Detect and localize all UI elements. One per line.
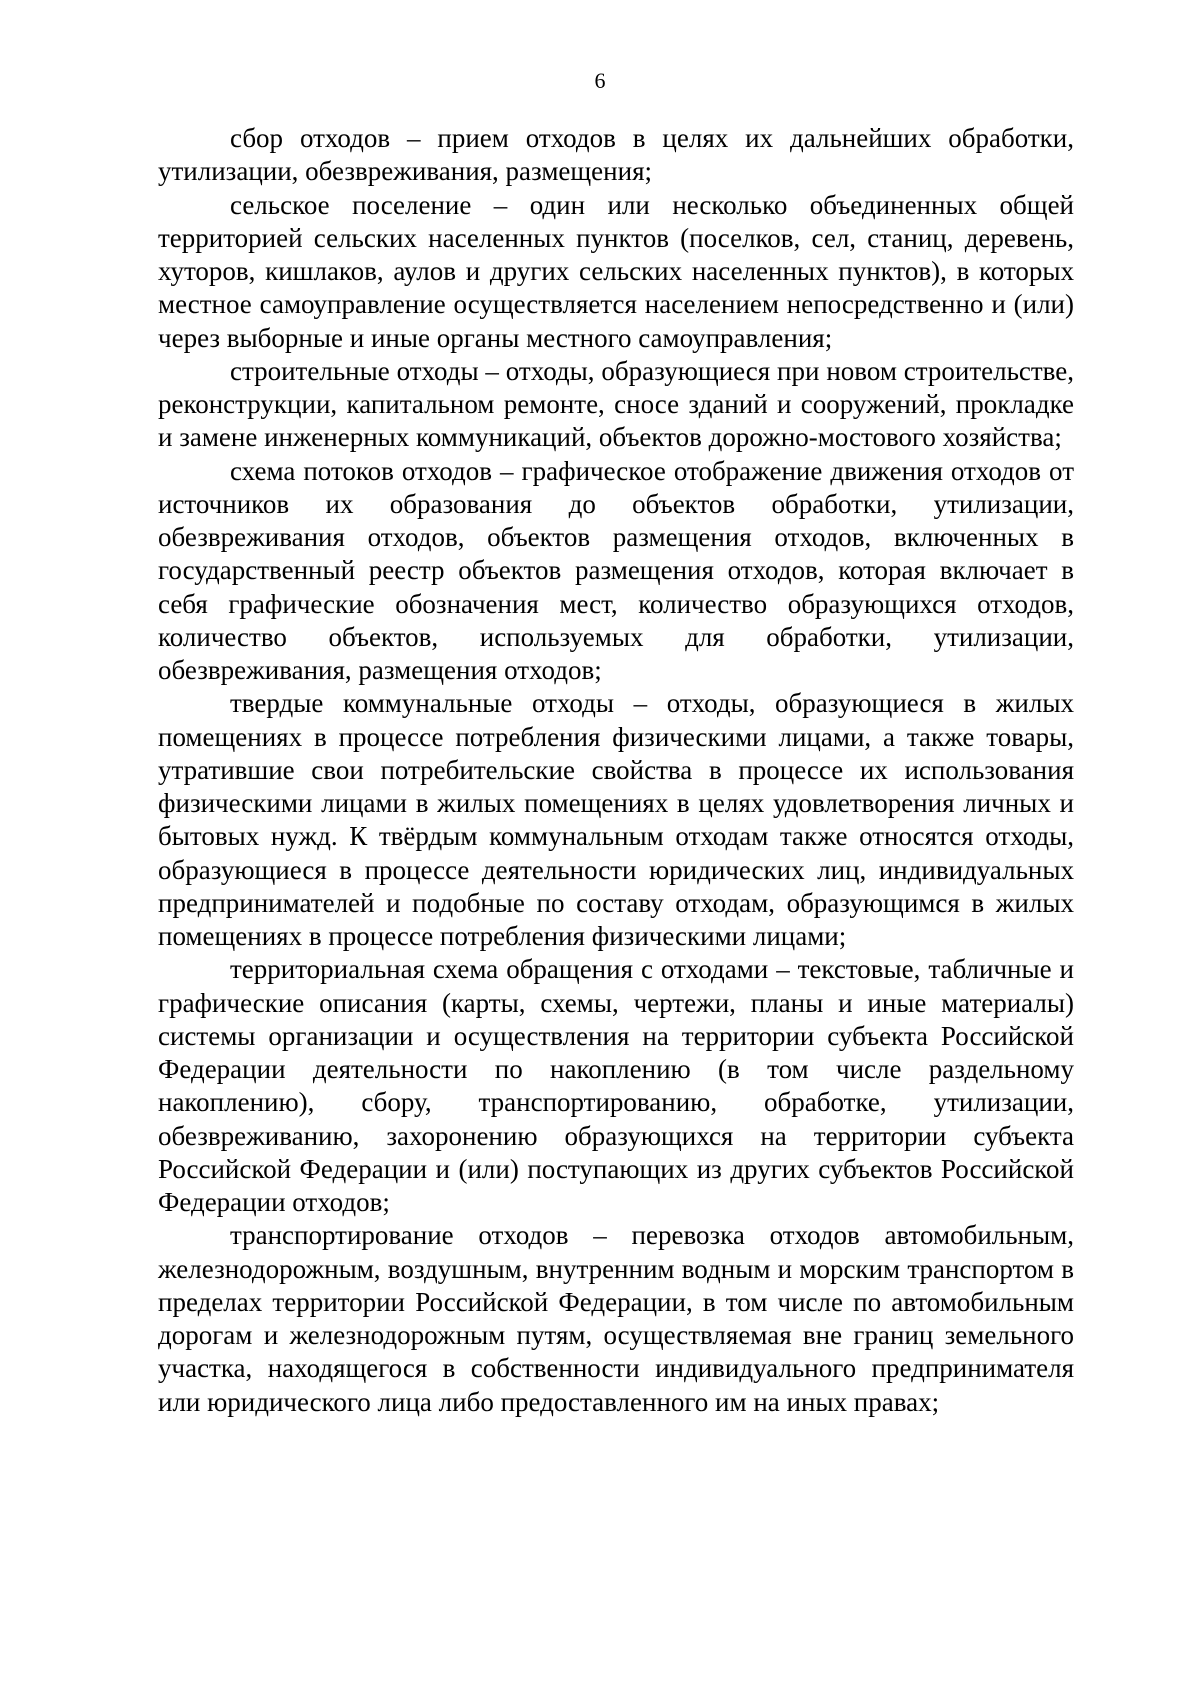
definition-paragraph: строительные отходы – отходы, образующиеся при новом строительстве, реконструкции, капитальном ремонте, сносе зданий и сооружений, прокладке и замене инженерных коммуникаций, объектов дорожно-мостового хозяйства; <box>158 355 1074 453</box>
definition-paragraph: территориальная схема обращения с отходами – текстовые, табличные и графические описания (карты, схемы, чертежи, планы и иные материалы) системы организации и осуществления на территории субъекта Российской Федерации деятельности по накоплению (в том числе раздельному накоплению), сбору, транспортированию, обработке, утилизации, обезвреживанию, захоронению образующихся на территории субъекта Российской Федерации и (или) поступающих из других субъектов Российской Федерации отходов; <box>158 954 1074 1217</box>
definition-paragraph: схема потоков отходов – графическое отображение движения отходов от источников их образования до объектов обработки, утилизации, обезвреживания отходов, объектов размещения отходов, включенных в государственный реестр объектов размещения отходов, которая включает в себя графические обозначения мест, количество образующихся отходов, количество объектов, используемых для обработки, утилизации, обезвреживания, размещения отходов; <box>158 455 1074 685</box>
definition-paragraph: сбор отходов – прием отходов в целях их дальнейших обработки, утилизации, обезвреживания, размещения; <box>158 123 1074 187</box>
definition-paragraph: транспортирование отходов – перевозка отходов автомобильным, железнодорожным, воздушным, внутренним водным и морским транспортом в пределах территории Российской Федерации, в том числе по автомобильным дорогам и железнодорожным путям, осуществляемая вне границ земельного участка, находящегося в собственности индивидуального предпринимателя или юридического лица либо предоставленного им на иных правах; <box>158 1220 1074 1417</box>
definition-paragraph: сельское поселение – один или несколько объединенных общей территорией сельских населенных пунктов (поселков, сел, станиц, деревень, хуторов, кишлаков, аулов и других сельских населенных пунктов), в которых местное самоуправление осуществляется населением непосредственно и (или) через выборные и иные органы местного самоуправления; <box>158 189 1074 353</box>
document-body <box>158 122 1074 1419</box>
page-number: 6 <box>594 68 606 93</box>
definition-paragraph: твердые коммунальные отходы – отходы, образующиеся в жилых помещениях в процессе потребления физическими лицами, а также товары, утратившие свои потребительские свойства в процессе их использования физическими лицами в жилых помещениях в целях удовлетворения личных и бытовых нужд. К твёрдым коммунальным отходам также относятся отходы, образующиеся в процессе деятельности юридических лиц, индивидуальных предпринимателей и подобные по составу отходам, образующимся в жилых помещениях в процессе потребления физическими лицами; <box>158 688 1074 951</box>
